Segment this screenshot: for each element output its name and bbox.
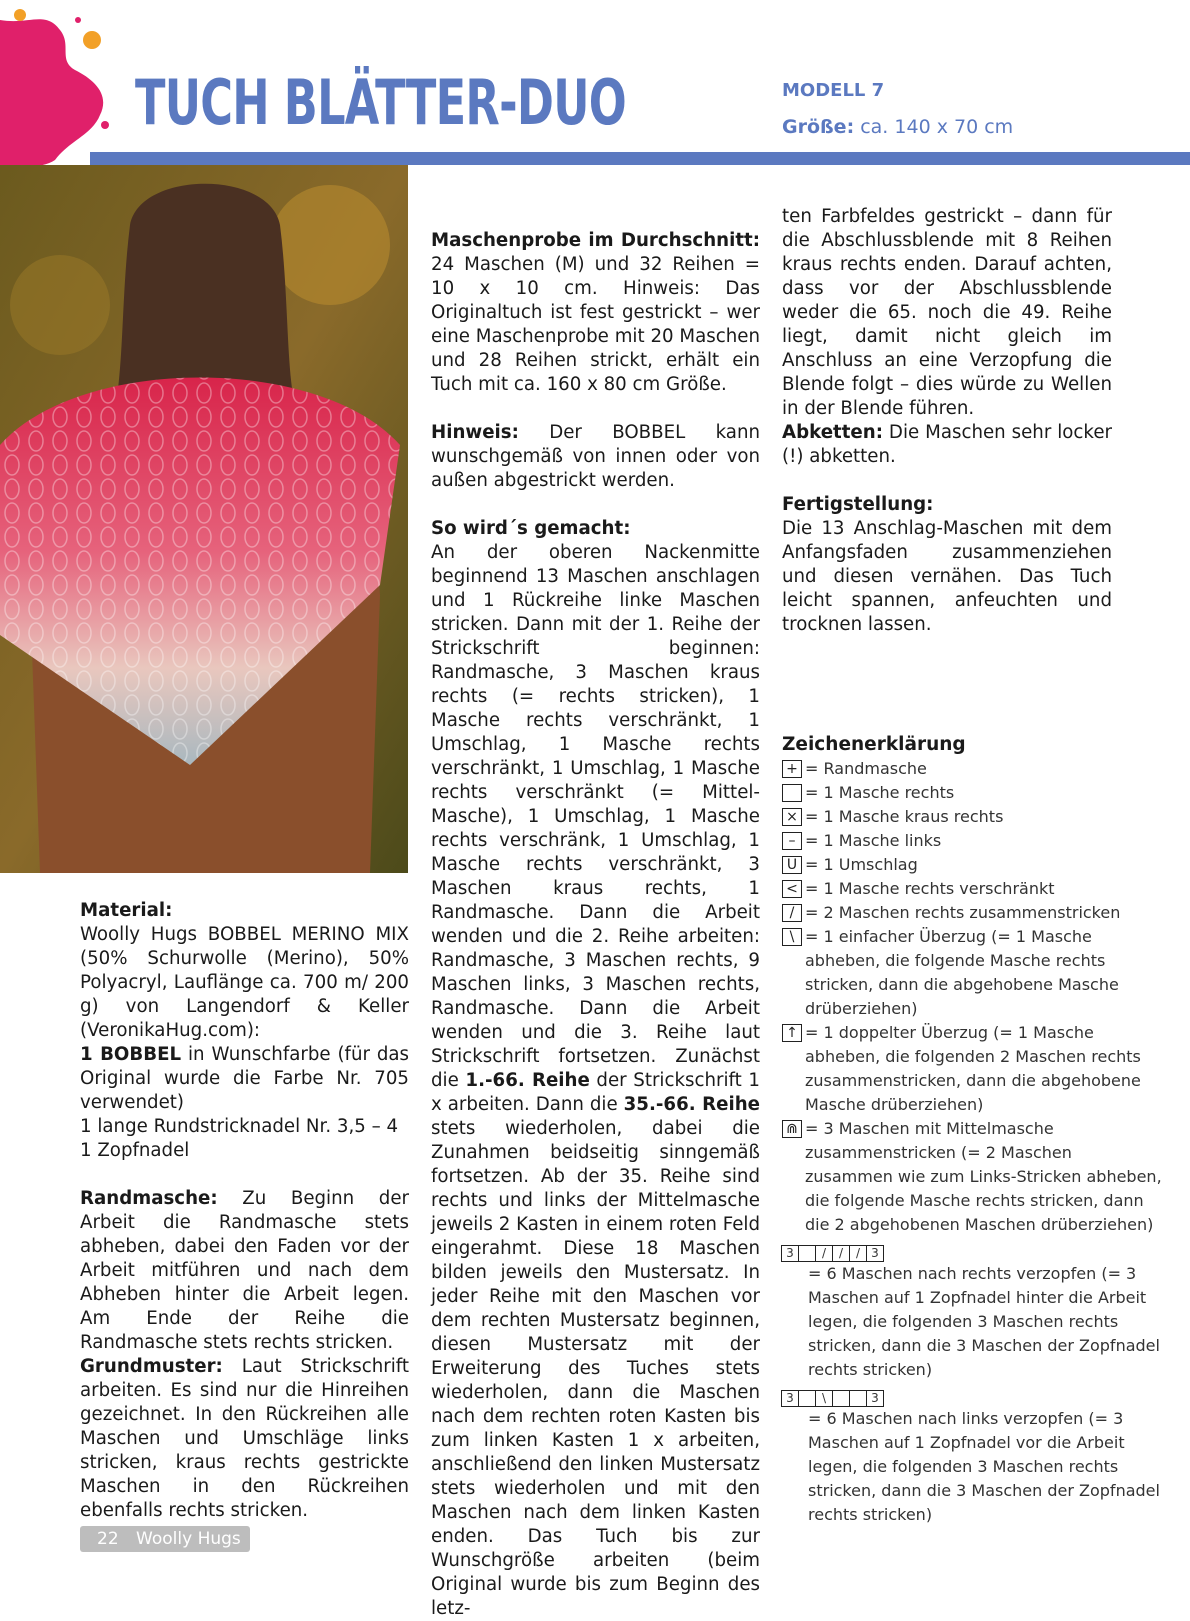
- cable-left-end: 3: [866, 1390, 884, 1407]
- legend-title: Zeichenerklärung: [782, 734, 966, 755]
- column-instructions: [431, 229, 760, 1621]
- cross-symbol-icon: ×: [782, 808, 802, 826]
- plus-symbol-icon: +: [782, 760, 802, 778]
- bobbel-text: in Wunschfarbe (für das Original wurde die Farbe Nr. 705 verwendet): [80, 1044, 409, 1113]
- page-footer: [80, 1526, 250, 1552]
- randmasche-text: Zu Beginn der Arbeit die Randmasche stets abheben, dabei den Faden vor der Arbeit mitführen und nach dem Abheben hinter die Arbeit legen. Am Ende der Reihe die Randmasche stets rechts stricken.: [80, 1188, 409, 1353]
- legend-item-text: = 2 Maschen rechts zusammenstricken: [805, 903, 1121, 922]
- abketten-text: Die Maschen sehr locker (!) abketten.: [782, 422, 1112, 467]
- backslash-symbol-icon: \: [782, 928, 802, 946]
- less-than-symbol-icon: <: [782, 880, 802, 898]
- cable-right-end: 3: [866, 1245, 884, 1262]
- hinweis-text: Der BOBBEL kann wunschgemäß von innen oder von außen abgestrickt werden.: [431, 422, 760, 491]
- legend-item-text: = 1 Masche kraus rechts: [805, 807, 1004, 826]
- header-rule: [90, 152, 1190, 165]
- probe-heading: Maschenprobe im Durchschnitt:: [431, 230, 760, 251]
- triple-decrease-symbol-icon: ⋒: [782, 1120, 802, 1138]
- size-info: [782, 116, 1013, 138]
- page-number: 22: [97, 1529, 119, 1549]
- cable-needle-line: 1 Zopfnadel: [80, 1140, 190, 1161]
- fertig-heading: Fertigstellung:: [782, 494, 934, 515]
- legend-item-text: = 1 Umschlag: [805, 855, 918, 874]
- legend-item: [782, 901, 1162, 925]
- hinweis-heading: Hinweis:: [431, 422, 519, 443]
- cable-right-symbol-icon: 3 / / / 3: [782, 1245, 1162, 1262]
- column-material: [80, 899, 409, 1523]
- cable-left-start: 3: [781, 1390, 799, 1407]
- grundmuster-text: Laut Strickschrift arbeiten. Es sind nur die Hinreihen gezeichnet. In den Rückreihen alle Maschen und Umschläge links stricken, kraus rechts gestrickte Maschen in den Rückreihen ebenfalls rechts stricken.: [80, 1356, 409, 1521]
- model-number: MODELL 7: [782, 80, 885, 101]
- size-label: Größe:: [782, 116, 855, 138]
- slash-symbol-icon: /: [782, 904, 802, 922]
- abketten-heading: Abketten:: [782, 422, 883, 443]
- legend-item: [782, 757, 1162, 781]
- sowird-heading: So wird´s gemacht:: [431, 518, 631, 539]
- cable-right-start: 3: [781, 1245, 799, 1262]
- cable-left-symbol-icon: 3 \ 3: [782, 1390, 1162, 1407]
- legend-item-text: = 3 Maschen mit Mittelmasche zusammenstricken (= 2 Maschen zusammen wie zum Links-Stricken abheben, die folgende Masche rechts stricken, dann die 2 abgehobenen Maschen drüberziehen): [805, 1119, 1162, 1234]
- size-value: ca. 140 x 70 cm: [860, 116, 1014, 138]
- cable-left-text: = 6 Maschen nach links verzopfen (= 3 Maschen auf 1 Zopfnadel vor die Arbeit legen, die folgenden 3 Maschen rechts stricken, dann die 3 Maschen der Zopfnadel rechts stricken): [808, 1409, 1160, 1524]
- legend-item: [782, 925, 1162, 1021]
- legend-item: [782, 781, 1162, 805]
- legend-item: [782, 853, 1162, 877]
- fertig-text: Die 13 Anschlag-Maschen mit dem Anfangsfaden zusammenziehen und diesen vernähen. Das Tuch leicht spannen, anfeuchten und trocknen lassen.: [782, 518, 1112, 635]
- material-text: Woolly Hugs BOBBEL MERINO MIX (50% Schurwolle (Merino), 50% Polyacryl, Lauflänge ca. 700 m/ 200 g) von Langendorf & Keller (VeronikaHug.com):: [80, 924, 409, 1041]
- grundmuster-heading: Grundmuster:: [80, 1356, 223, 1377]
- legend-item-text: = 1 einfacher Überzug (= 1 Masche abheben, die folgende Masche rechts stricken, dann die abgehobene Masche drüberziehen): [805, 927, 1119, 1018]
- bobbel-bold: 1 BOBBEL: [80, 1044, 182, 1065]
- legend-item: [782, 1021, 1162, 1117]
- legend-item-text: = 1 Masche rechts: [805, 783, 955, 802]
- page-title: TUCH BLÄTTER-DUO: [135, 66, 626, 139]
- shawl-photo: [0, 165, 408, 873]
- u-symbol-icon: U: [782, 856, 802, 874]
- legend-item: [782, 805, 1162, 829]
- legend-item-text: = 1 Masche links: [805, 831, 942, 850]
- sowird-text: An der oberen Nackenmitte beginnend 13 Maschen anschlagen und 1 Rückreihe linke Maschen stricken. Dann mit der 1. Reihe der Strickschrift beginnen: Randmasche, 3 Maschen kraus rechts (= rechts stricken), 1 Masche rechts verschränkt, 1 Umschlag, 1 Masche rechts verschränkt, 1 Umschlag, 1 Masche rechts verschränkt (= Mittel-Masche), 1 Umschlag, 1 Masche rechts verschränk, 1 Umschlag, 1 Masche rechts verschränkt, 3 Maschen kraus rechts, 1 Randmasche. Dann die Arbeit wenden und die 2. Reihe arbeiten: Randmasche, 3 Maschen rechts, 9 Maschen links, 3 Maschen rechts, Randmasche. Dann die Arbeit wenden und die 3. Reihe laut Strickschrift fortsetzen. Zunächst die 1.-66. Reihe der Strickschrift 1 x arbeiten. Dann die 35.-66. Reihe stets wiederholen, dabei die Zunahmen beidseitig sinngemäß fortsetzen. Ab der 35. Reihe sind rechts und links der Mittelmasche jeweils 2 Kasten in einem roten Feld eingerahmt. Diese 18 Maschen bilden jeweils den Mustersatz. In jeder Reihe mit den Maschen vor dem rechten Mustersatz beginnen, diesen Mustersatz mit der Erweiterung des Tuches stets wiederholen, dann die Maschen nach dem rechten roten Kasten bis zum linken Kasten 1 x arbeiten, anschließend den linken Mustersatz stets wiederholen und mit den Maschen nach dem linken Kasten enden. Das Tuch bis zur Wunschgröße arbeiten (beim Original wurde bis zum Beginn des letz-: [431, 542, 760, 1619]
- column-finishing: [782, 205, 1112, 637]
- legend-item-text: = 1 Masche rechts verschränkt: [805, 879, 1055, 898]
- up-arrow-symbol-icon: ↑: [782, 1024, 802, 1042]
- probe-text: 24 Maschen (M) und 32 Reihen = 10 x 10 cm. Hinweis: Das Originaltuch ist fest gestrickt – wer eine Maschenprobe mit 20 Maschen und 28 Reihen strickt, erhält ein Tuch mit ca. 160 x 80 cm Größe.: [431, 254, 760, 395]
- rows-bold-1: 1.-66. Reihe: [465, 1070, 590, 1091]
- rows-bold-2: 35.-66. Reihe: [623, 1094, 760, 1115]
- material-heading: Material:: [80, 900, 173, 921]
- randmasche-heading: Randmasche:: [80, 1188, 218, 1209]
- needle-line: 1 lange Rundstricknadel Nr. 3,5 – 4: [80, 1116, 399, 1137]
- cable-right-text: = 6 Maschen nach rechts verzopfen (= 3 Maschen auf 1 Zopfnadel hinter die Arbeit legen, die folgenden 3 Maschen rechts stricken, dann die 3 Maschen der Zopfnadel rechts stricken): [808, 1264, 1160, 1379]
- legend-item: [782, 829, 1162, 853]
- minus-symbol-icon: –: [782, 832, 802, 850]
- legend-item: [782, 877, 1162, 901]
- legend-item: [782, 1117, 1162, 1237]
- continuation-text: ten Farbfeldes gestrickt – dann für die Abschlussblende mit 8 Reihen kraus rechts enden. Darauf achten, dass vor der Abschlussblende weder die 65. noch die 49. Reihe liegt, damit nicht gleich im Anschluss an eine Verzopfung die Blende folgt – dies würde zu Wellen in der Blende führen.: [782, 206, 1112, 419]
- legend-item-text: = Randmasche: [805, 759, 927, 778]
- symbol-legend: [782, 733, 1162, 1527]
- paint-splash-decoration: [0, 0, 120, 170]
- legend-item-text: = 1 doppelter Überzug (= 1 Masche abheben, die folgenden 2 Maschen rechts zusammenstricken, dann die abgehobene Masche drüberziehen): [805, 1023, 1141, 1114]
- footer-brand: Woolly Hugs: [136, 1529, 241, 1549]
- empty-box-symbol-icon: [782, 784, 802, 802]
